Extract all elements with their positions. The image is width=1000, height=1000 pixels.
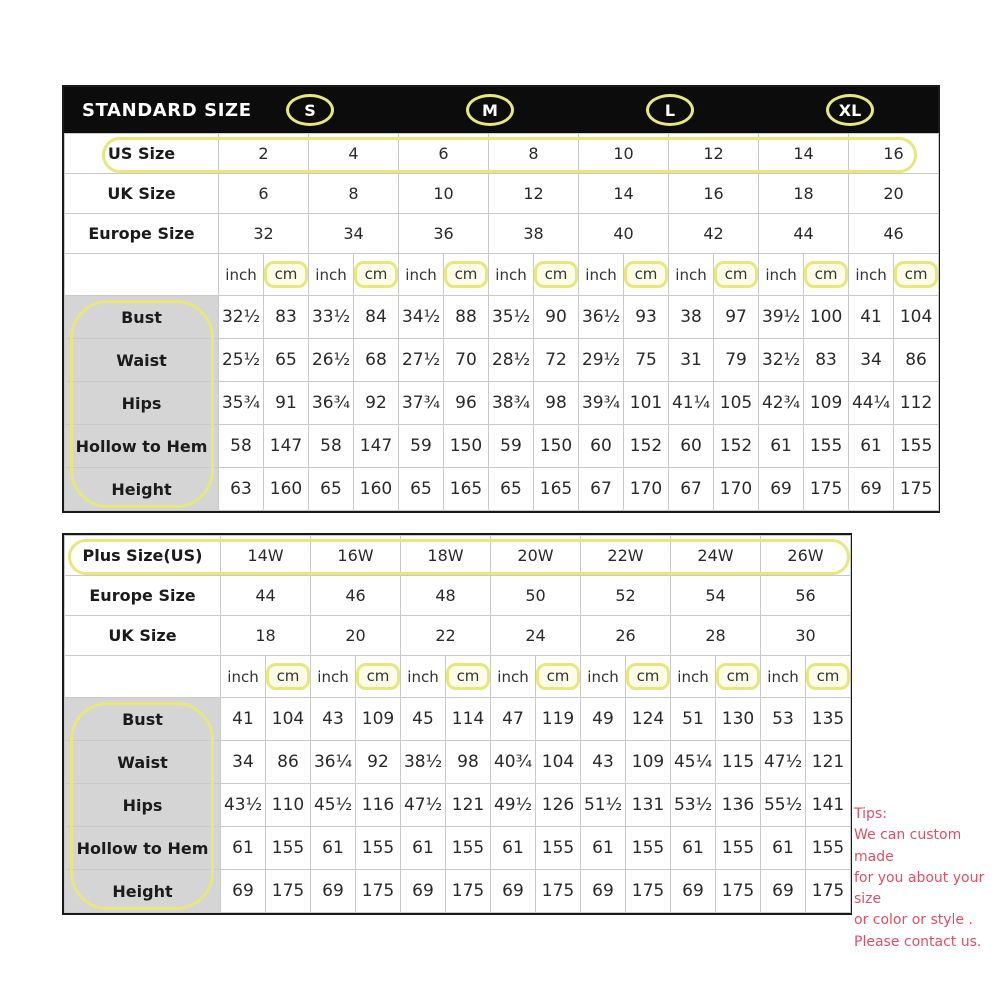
measure-value-cell: 38¾ bbox=[489, 382, 534, 425]
cm-highlight-box: cm bbox=[446, 663, 490, 690]
measure-value-cell: 75 bbox=[624, 339, 669, 382]
measure-value-cell: 61 bbox=[401, 827, 446, 870]
measure-value-cell: 141 bbox=[806, 784, 851, 827]
row-label: Hips bbox=[65, 784, 221, 827]
measure-value-cell: 65 bbox=[309, 468, 354, 511]
measure-value-cell: 61 bbox=[311, 827, 356, 870]
measure-value-cell: 65 bbox=[399, 468, 444, 511]
inch-unit-cell: inch bbox=[491, 656, 536, 698]
measure-value-cell: 67 bbox=[669, 468, 714, 511]
row-height bbox=[65, 870, 851, 913]
cm-highlight-box: cm bbox=[626, 663, 670, 690]
measure-value-cell: 29½ bbox=[579, 339, 624, 382]
measure-value-cell: 60 bbox=[669, 425, 714, 468]
cm-unit-cell bbox=[444, 254, 489, 296]
measure-value-cell: 112 bbox=[894, 382, 939, 425]
measure-value-cell: 39½ bbox=[759, 296, 804, 339]
inch-unit-cell: inch bbox=[219, 254, 264, 296]
size-value-cell: 16W bbox=[311, 536, 401, 576]
cm-highlight-box: cm bbox=[716, 663, 760, 690]
size-value-cell: 20W bbox=[491, 536, 581, 576]
measure-value-cell: 115 bbox=[716, 741, 761, 784]
row-label: Bust bbox=[65, 698, 221, 741]
tips-line: for you about your size bbox=[854, 869, 985, 908]
inch-unit-cell: inch bbox=[669, 254, 714, 296]
cm-highlight-box: cm bbox=[444, 261, 488, 288]
measure-value-cell: 152 bbox=[714, 425, 759, 468]
inch-unit-cell: inch bbox=[579, 254, 624, 296]
size-value-cell: 54 bbox=[671, 576, 761, 616]
measure-value-cell: 70 bbox=[444, 339, 489, 382]
row-us-size bbox=[65, 134, 939, 174]
row-units bbox=[65, 254, 939, 296]
size-value-cell: 18 bbox=[221, 616, 311, 656]
cm-unit-cell bbox=[354, 254, 399, 296]
size-value-cell: 22 bbox=[401, 616, 491, 656]
cm-unit-cell bbox=[716, 656, 761, 698]
measure-value-cell: 119 bbox=[536, 698, 581, 741]
row-waist bbox=[65, 741, 851, 784]
inch-unit-cell: inch bbox=[401, 656, 446, 698]
measure-value-cell: 61 bbox=[671, 827, 716, 870]
size-value-cell: 8 bbox=[489, 134, 579, 174]
row-waist bbox=[65, 339, 939, 382]
measure-value-cell: 58 bbox=[309, 425, 354, 468]
measure-value-cell: 61 bbox=[761, 827, 806, 870]
row-label: Waist bbox=[65, 339, 219, 382]
measure-value-cell: 98 bbox=[446, 741, 491, 784]
row-label: UK Size bbox=[65, 174, 219, 214]
measure-value-cell: 61 bbox=[491, 827, 536, 870]
size-value-cell: 42 bbox=[669, 214, 759, 254]
size-value-cell: 26 bbox=[581, 616, 671, 656]
measure-value-cell: 38 bbox=[669, 296, 714, 339]
measure-value-cell: 41¼ bbox=[669, 382, 714, 425]
measure-value-cell: 175 bbox=[804, 468, 849, 511]
cm-highlight-box: cm bbox=[806, 663, 850, 690]
row-hollow-to-hem bbox=[65, 827, 851, 870]
standard-size-grid bbox=[64, 133, 939, 511]
row-label: Waist bbox=[65, 741, 221, 784]
measure-value-cell: 136 bbox=[716, 784, 761, 827]
measure-value-cell: 152 bbox=[624, 425, 669, 468]
measure-value-cell: 69 bbox=[401, 870, 446, 913]
measure-value-cell: 55½ bbox=[761, 784, 806, 827]
size-value-cell: 46 bbox=[849, 214, 939, 254]
row-europe-size bbox=[65, 214, 939, 254]
size-badge-m: M bbox=[466, 94, 514, 126]
measure-value-cell: 93 bbox=[624, 296, 669, 339]
measure-value-cell: 65 bbox=[264, 339, 309, 382]
size-value-cell: 10 bbox=[399, 174, 489, 214]
tips-line: or color or style . bbox=[854, 912, 973, 929]
measure-value-cell: 69 bbox=[491, 870, 536, 913]
row-bust bbox=[65, 698, 851, 741]
row-plus-size-us bbox=[65, 536, 851, 576]
measure-value-cell: 45¼ bbox=[671, 741, 716, 784]
cm-highlight-box: cm bbox=[534, 261, 578, 288]
measure-value-cell: 155 bbox=[266, 827, 311, 870]
measure-value-cell: 160 bbox=[264, 468, 309, 511]
measure-value-cell: 47 bbox=[491, 698, 536, 741]
size-badge-xl: XL bbox=[826, 94, 874, 126]
measure-value-cell: 61 bbox=[849, 425, 894, 468]
measure-value-cell: 155 bbox=[446, 827, 491, 870]
standard-size-table bbox=[62, 85, 940, 513]
size-value-cell: 24 bbox=[491, 616, 581, 656]
measure-value-cell: 104 bbox=[266, 698, 311, 741]
cm-unit-cell bbox=[624, 254, 669, 296]
measure-value-cell: 170 bbox=[624, 468, 669, 511]
measure-value-cell: 160 bbox=[354, 468, 399, 511]
measure-value-cell: 32½ bbox=[759, 339, 804, 382]
size-value-cell: 26W bbox=[761, 536, 851, 576]
measure-value-cell: 104 bbox=[536, 741, 581, 784]
measure-value-cell: 86 bbox=[894, 339, 939, 382]
cm-unit-cell bbox=[806, 656, 851, 698]
cm-unit-cell bbox=[264, 254, 309, 296]
measure-value-cell: 59 bbox=[489, 425, 534, 468]
cm-unit-cell bbox=[534, 254, 579, 296]
cm-unit-cell bbox=[626, 656, 671, 698]
measure-value-cell: 43 bbox=[311, 698, 356, 741]
measure-value-cell: 61 bbox=[759, 425, 804, 468]
cm-highlight-box: cm bbox=[714, 261, 758, 288]
measure-value-cell: 36½ bbox=[579, 296, 624, 339]
row-label: Height bbox=[65, 870, 221, 913]
row-label: US Size bbox=[65, 134, 219, 174]
measure-value-cell: 91 bbox=[264, 382, 309, 425]
measure-value-cell: 69 bbox=[759, 468, 804, 511]
inch-unit-cell: inch bbox=[489, 254, 534, 296]
measure-value-cell: 63 bbox=[219, 468, 264, 511]
measure-value-cell: 39¾ bbox=[579, 382, 624, 425]
cm-highlight-box: cm bbox=[266, 663, 310, 690]
size-value-cell: 8 bbox=[309, 174, 399, 214]
size-value-cell: 4 bbox=[309, 134, 399, 174]
cm-highlight-box: cm bbox=[894, 261, 938, 288]
measure-value-cell: 83 bbox=[804, 339, 849, 382]
measure-value-cell: 155 bbox=[806, 827, 851, 870]
measure-value-cell: 37¾ bbox=[399, 382, 444, 425]
measure-value-cell: 43½ bbox=[221, 784, 266, 827]
measure-value-cell: 67 bbox=[579, 468, 624, 511]
measure-value-cell: 68 bbox=[354, 339, 399, 382]
tips-title: Tips: bbox=[854, 806, 887, 822]
measure-value-cell: 69 bbox=[671, 870, 716, 913]
measure-value-cell: 84 bbox=[354, 296, 399, 339]
measure-value-cell: 90 bbox=[534, 296, 579, 339]
measure-value-cell: 33½ bbox=[309, 296, 354, 339]
size-value-cell: 38 bbox=[489, 214, 579, 254]
cm-highlight-box: cm bbox=[624, 261, 668, 288]
cm-highlight-box: cm bbox=[536, 663, 580, 690]
size-value-cell: 22W bbox=[581, 536, 671, 576]
measure-value-cell: 175 bbox=[356, 870, 401, 913]
size-value-cell: 6 bbox=[219, 174, 309, 214]
size-value-cell: 52 bbox=[581, 576, 671, 616]
inch-unit-cell: inch bbox=[311, 656, 356, 698]
plus-size-grid bbox=[64, 535, 851, 913]
size-badge-s: S bbox=[286, 94, 334, 126]
measure-value-cell: 49 bbox=[581, 698, 626, 741]
measure-value-cell: 72 bbox=[534, 339, 579, 382]
measure-value-cell: 97 bbox=[714, 296, 759, 339]
standard-size-title: STANDARD SIZE bbox=[82, 99, 252, 121]
plus-size-table bbox=[62, 533, 852, 915]
cm-unit-cell bbox=[804, 254, 849, 296]
measure-value-cell: 98 bbox=[534, 382, 579, 425]
size-value-cell: 10 bbox=[579, 134, 669, 174]
row-units bbox=[65, 656, 851, 698]
size-value-cell: 46 bbox=[311, 576, 401, 616]
measure-value-cell: 86 bbox=[266, 741, 311, 784]
measure-value-cell: 69 bbox=[761, 870, 806, 913]
inch-unit-cell: inch bbox=[761, 656, 806, 698]
measure-value-cell: 147 bbox=[354, 425, 399, 468]
cm-unit-cell bbox=[356, 656, 401, 698]
inch-unit-cell: inch bbox=[759, 254, 804, 296]
measure-value-cell: 92 bbox=[356, 741, 401, 784]
measure-value-cell: 28½ bbox=[489, 339, 534, 382]
inch-unit-cell: inch bbox=[221, 656, 266, 698]
size-value-cell: 36 bbox=[399, 214, 489, 254]
measure-value-cell: 36¼ bbox=[311, 741, 356, 784]
size-value-cell: 12 bbox=[669, 134, 759, 174]
size-value-cell: 12 bbox=[489, 174, 579, 214]
row-label: Hollow to Hem bbox=[65, 827, 221, 870]
measure-value-cell: 105 bbox=[714, 382, 759, 425]
row-label-empty bbox=[65, 656, 221, 698]
row-uk-size bbox=[65, 174, 939, 214]
size-value-cell: 20 bbox=[311, 616, 401, 656]
measure-value-cell: 34 bbox=[221, 741, 266, 784]
inch-unit-cell: inch bbox=[309, 254, 354, 296]
tips-line: We can custom made bbox=[854, 827, 962, 865]
size-value-cell: 16 bbox=[849, 134, 939, 174]
cm-highlight-box: cm bbox=[264, 261, 308, 288]
measure-value-cell: 69 bbox=[311, 870, 356, 913]
measure-value-cell: 35½ bbox=[489, 296, 534, 339]
measure-value-cell: 116 bbox=[356, 784, 401, 827]
measure-value-cell: 135 bbox=[806, 698, 851, 741]
measure-value-cell: 150 bbox=[534, 425, 579, 468]
measure-value-cell: 27½ bbox=[399, 339, 444, 382]
cm-unit-cell bbox=[536, 656, 581, 698]
measure-value-cell: 41 bbox=[221, 698, 266, 741]
measure-value-cell: 34 bbox=[849, 339, 894, 382]
cm-unit-cell bbox=[446, 656, 491, 698]
measure-value-cell: 59 bbox=[399, 425, 444, 468]
row-hollow-to-hem bbox=[65, 425, 939, 468]
row-hips bbox=[65, 784, 851, 827]
measure-value-cell: 92 bbox=[354, 382, 399, 425]
measure-value-cell: 79 bbox=[714, 339, 759, 382]
measure-value-cell: 65 bbox=[489, 468, 534, 511]
tips-lines bbox=[854, 825, 1000, 953]
measure-value-cell: 58 bbox=[219, 425, 264, 468]
size-value-cell: 18W bbox=[401, 536, 491, 576]
measure-value-cell: 155 bbox=[536, 827, 581, 870]
measure-value-cell: 109 bbox=[804, 382, 849, 425]
size-value-cell: 32 bbox=[219, 214, 309, 254]
row-hips bbox=[65, 382, 939, 425]
size-value-cell: 56 bbox=[761, 576, 851, 616]
measure-value-cell: 155 bbox=[356, 827, 401, 870]
measure-value-cell: 96 bbox=[444, 382, 489, 425]
size-value-cell: 6 bbox=[399, 134, 489, 174]
measure-value-cell: 175 bbox=[626, 870, 671, 913]
measure-value-cell: 175 bbox=[716, 870, 761, 913]
measure-value-cell: 101 bbox=[624, 382, 669, 425]
measure-value-cell: 155 bbox=[626, 827, 671, 870]
inch-unit-cell: inch bbox=[671, 656, 716, 698]
row-label: Hips bbox=[65, 382, 219, 425]
measure-value-cell: 61 bbox=[581, 827, 626, 870]
measure-value-cell: 155 bbox=[894, 425, 939, 468]
measure-value-cell: 47½ bbox=[401, 784, 446, 827]
measure-value-cell: 43 bbox=[581, 741, 626, 784]
inch-unit-cell: inch bbox=[581, 656, 626, 698]
measure-value-cell: 42¾ bbox=[759, 382, 804, 425]
row-uk-size bbox=[65, 616, 851, 656]
row-label: UK Size bbox=[65, 616, 221, 656]
measure-value-cell: 109 bbox=[356, 698, 401, 741]
standard-size-header bbox=[64, 87, 938, 133]
measure-value-cell: 34½ bbox=[399, 296, 444, 339]
measure-value-cell: 40¾ bbox=[491, 741, 536, 784]
measure-value-cell: 165 bbox=[534, 468, 579, 511]
measure-value-cell: 175 bbox=[894, 468, 939, 511]
measure-value-cell: 147 bbox=[264, 425, 309, 468]
measure-value-cell: 51 bbox=[671, 698, 716, 741]
cm-highlight-box: cm bbox=[354, 261, 398, 288]
measure-value-cell: 38½ bbox=[401, 741, 446, 784]
measure-value-cell: 26½ bbox=[309, 339, 354, 382]
measure-value-cell: 124 bbox=[626, 698, 671, 741]
size-value-cell: 48 bbox=[401, 576, 491, 616]
measure-value-cell: 44¼ bbox=[849, 382, 894, 425]
size-value-cell: 28 bbox=[671, 616, 761, 656]
measure-value-cell: 100 bbox=[804, 296, 849, 339]
measure-value-cell: 69 bbox=[581, 870, 626, 913]
size-value-cell: 44 bbox=[221, 576, 311, 616]
tips-note bbox=[854, 804, 1000, 953]
size-value-cell: 14 bbox=[579, 174, 669, 214]
row-label: Height bbox=[65, 468, 219, 511]
measure-value-cell: 175 bbox=[266, 870, 311, 913]
size-value-cell: 14W bbox=[221, 536, 311, 576]
row-label: Europe Size bbox=[65, 576, 221, 616]
cm-unit-cell bbox=[714, 254, 759, 296]
measure-value-cell: 165 bbox=[444, 468, 489, 511]
cm-unit-cell bbox=[894, 254, 939, 296]
row-label: Hollow to Hem bbox=[65, 425, 219, 468]
measure-value-cell: 32½ bbox=[219, 296, 264, 339]
measure-value-cell: 45½ bbox=[311, 784, 356, 827]
measure-value-cell: 104 bbox=[894, 296, 939, 339]
measure-value-cell: 41 bbox=[849, 296, 894, 339]
measure-value-cell: 49½ bbox=[491, 784, 536, 827]
size-value-cell: 40 bbox=[579, 214, 669, 254]
measure-value-cell: 170 bbox=[714, 468, 759, 511]
measure-value-cell: 121 bbox=[446, 784, 491, 827]
row-label: Europe Size bbox=[65, 214, 219, 254]
measure-value-cell: 61 bbox=[221, 827, 266, 870]
measure-value-cell: 130 bbox=[716, 698, 761, 741]
inch-unit-cell: inch bbox=[399, 254, 444, 296]
size-value-cell: 44 bbox=[759, 214, 849, 254]
measure-value-cell: 175 bbox=[446, 870, 491, 913]
row-bust bbox=[65, 296, 939, 339]
size-value-cell: 30 bbox=[761, 616, 851, 656]
row-height bbox=[65, 468, 939, 511]
row-label: Plus Size(US) bbox=[65, 536, 221, 576]
inch-unit-cell: inch bbox=[849, 254, 894, 296]
measure-value-cell: 36¾ bbox=[309, 382, 354, 425]
measure-value-cell: 126 bbox=[536, 784, 581, 827]
measure-value-cell: 114 bbox=[446, 698, 491, 741]
measure-value-cell: 121 bbox=[806, 741, 851, 784]
cm-highlight-box: cm bbox=[356, 663, 400, 690]
size-value-cell: 18 bbox=[759, 174, 849, 214]
measure-value-cell: 155 bbox=[804, 425, 849, 468]
measure-value-cell: 35¾ bbox=[219, 382, 264, 425]
measure-value-cell: 175 bbox=[806, 870, 851, 913]
measure-value-cell: 69 bbox=[849, 468, 894, 511]
measure-value-cell: 109 bbox=[626, 741, 671, 784]
measure-value-cell: 110 bbox=[266, 784, 311, 827]
size-value-cell: 50 bbox=[491, 576, 581, 616]
tips-line: Please contact us. bbox=[854, 933, 982, 950]
measure-value-cell: 25½ bbox=[219, 339, 264, 382]
measure-value-cell: 83 bbox=[264, 296, 309, 339]
measure-value-cell: 53 bbox=[761, 698, 806, 741]
measure-value-cell: 150 bbox=[444, 425, 489, 468]
cm-highlight-box: cm bbox=[804, 261, 848, 288]
size-value-cell: 20 bbox=[849, 174, 939, 214]
cm-unit-cell bbox=[266, 656, 311, 698]
measure-value-cell: 175 bbox=[536, 870, 581, 913]
measure-value-cell: 88 bbox=[444, 296, 489, 339]
measure-value-cell: 131 bbox=[626, 784, 671, 827]
size-value-cell: 24W bbox=[671, 536, 761, 576]
measure-value-cell: 45 bbox=[401, 698, 446, 741]
measure-value-cell: 155 bbox=[716, 827, 761, 870]
measure-value-cell: 47½ bbox=[761, 741, 806, 784]
measure-value-cell: 31 bbox=[669, 339, 714, 382]
measure-value-cell: 51½ bbox=[581, 784, 626, 827]
size-value-cell: 14 bbox=[759, 134, 849, 174]
size-badge-l: L bbox=[646, 94, 694, 126]
measure-value-cell: 60 bbox=[579, 425, 624, 468]
row-label: Bust bbox=[65, 296, 219, 339]
size-value-cell: 2 bbox=[219, 134, 309, 174]
measure-value-cell: 53½ bbox=[671, 784, 716, 827]
size-value-cell: 34 bbox=[309, 214, 399, 254]
measure-value-cell: 69 bbox=[221, 870, 266, 913]
row-label-empty bbox=[65, 254, 219, 296]
size-value-cell: 16 bbox=[669, 174, 759, 214]
row-europe-size bbox=[65, 576, 851, 616]
